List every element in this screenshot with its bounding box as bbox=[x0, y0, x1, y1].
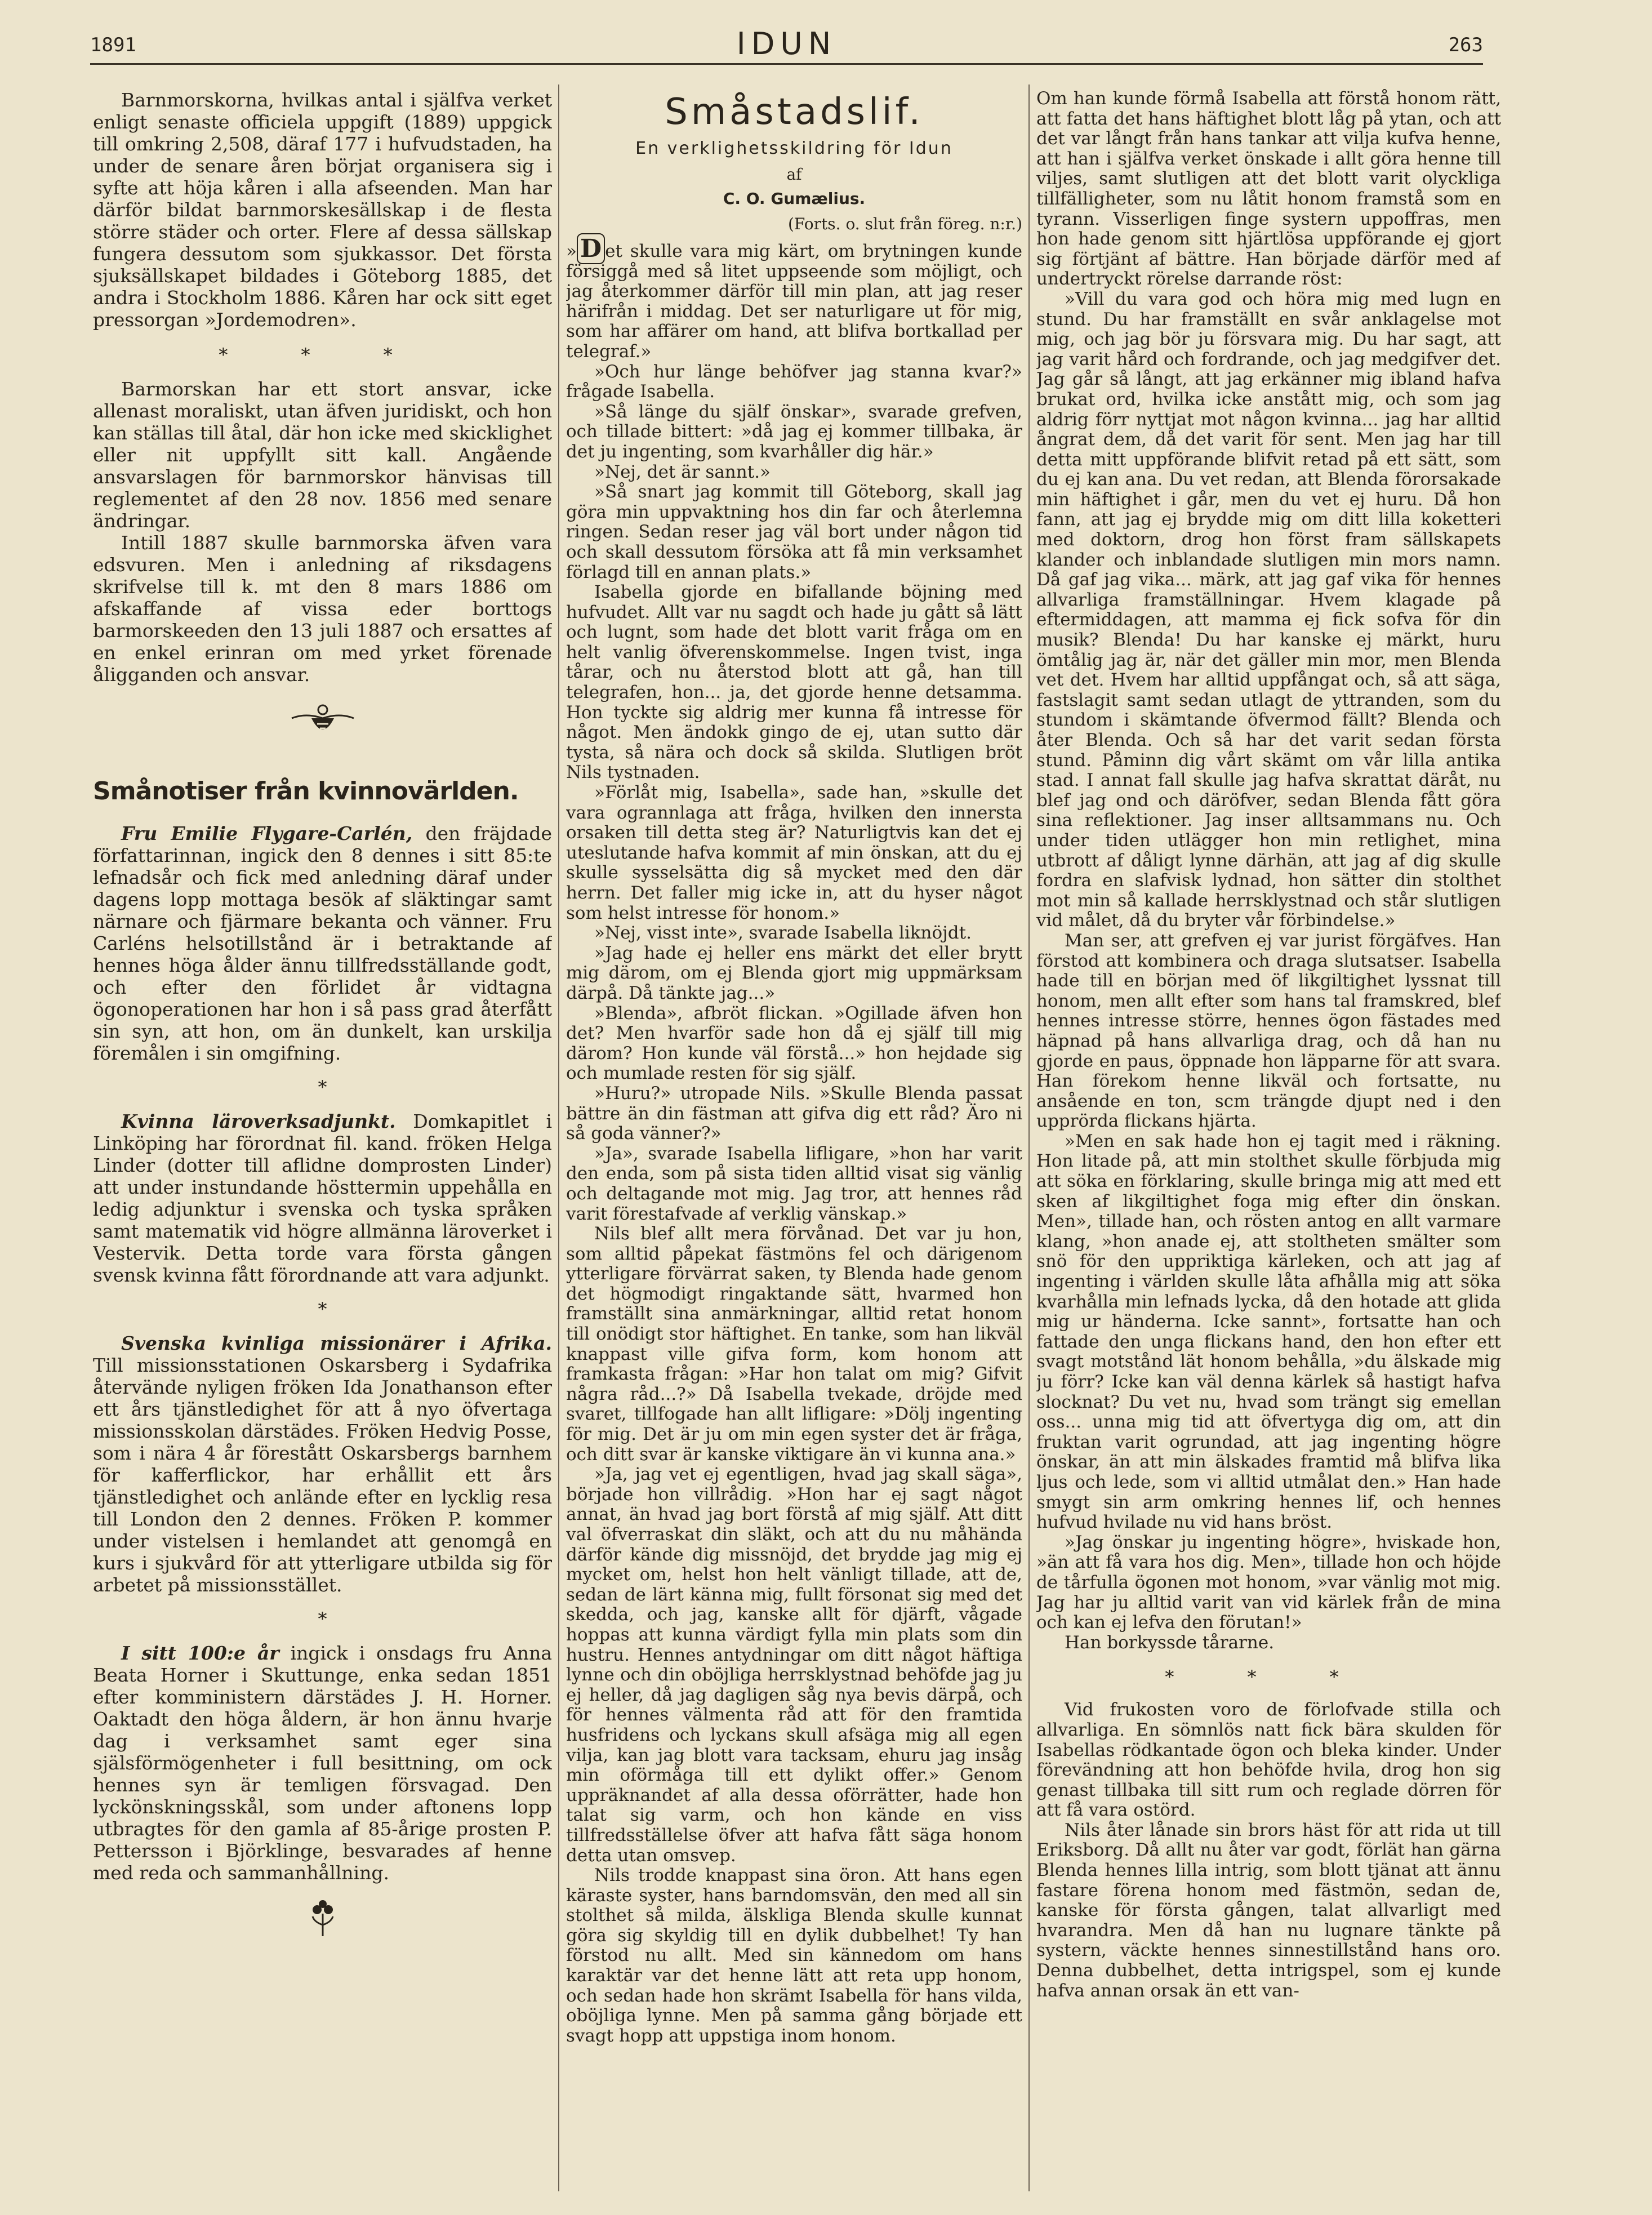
notice-title: Fru Emilie Flygare-Carlén, bbox=[121, 822, 413, 844]
story-paragraph: »Nej, visst inte», svarade Isabella liknöjdt. bbox=[594, 923, 972, 944]
story-paragraph: »Nej, det är sannt.» bbox=[594, 461, 771, 482]
notice-text: ingick i onsdags fru Anna Beata Horner i Skuttunge, enka sedan 1851 efter komministern därstädes J. H. Horner. Oaktadt den höga åldern, är hon ännu hvarje dag i verksamhet samt eger sina själsförmögenheter i full besittning, om ock hennes syn är temligen försvagad. Den lyckönskningsskål, som under aftonens lopp utbragtes för den gamla af 85-årige prosten P. Pettersson i Björklinge, besvarades af henne med reda och sammanhållning. bbox=[93, 1642, 552, 1884]
story-paragraph: Han borkyssde tårarne. bbox=[1065, 1632, 1275, 1653]
story-paragraph: »Och hur länge behöfver jag stanna kvar?» frågade Isabella. bbox=[566, 361, 1022, 402]
column-2 bbox=[566, 89, 1022, 2196]
story-paragraph: Isabella gjorde en bifallande böjning med hufvudet. Allt var nu sagdt och hade ju gått så lätt och lugnt, som hade det blott varit fråga om en helt vanlig öfverenskommelse. Ingen tvist, inga tårar, och nu återstod blott att gå, han till telegrafen, hon... ja, det gjorde henne detsamma. Hon tyckte sig aldrig mer kunna få intresse för något. Men ändokk gingo de ej, utan sutto där tysta, så nära och dock så skilda. Slutligen bröt Nils tystnaden. bbox=[566, 582, 1022, 783]
ornament-flower bbox=[93, 1900, 552, 1941]
story-paragraph: Nils åter lånade sin brors häst för att rida ut till Eriksborg. Då allt nu åter var godt, förlät han gärna Blenda hennes lilla intrig, som blott tjänat att ännu fastare förena honom med fästmön, sedan de, kanske för första gången, talat allvarligt med hvarandra. Men då han nu lugnare tänkte på systern, väckte hennes sinnestillstånd hans oro. Denna dubbelhet, detta intrigspel, som ej kunde hafva annan orsak än ett van- bbox=[1036, 1820, 1501, 2001]
notice-title: Svenska kvinliga missionärer i Afrika. bbox=[121, 1332, 552, 1354]
notice-flygare-carlen bbox=[93, 822, 552, 1064]
story-title: Småstadslif. bbox=[665, 91, 924, 133]
story-paragraph: »Så snart jag kommit till Göteborg, skall jag göra min uppvaktning hos din far och återlemna ringen. Sedan reser jag väl bort under någon tid och skall dessutom försöka att få min verksamhet förlagd till en annan plats.» bbox=[566, 482, 1022, 582]
story-paragraph: »Ja, jag vet ej egentligen, hvad jag skall säga», började hon villrådig. »Hon har ej sagt något annat, än hvad jag bort förstå af mig själf. Att ditt val öfverraskat din släkt, och att du nu måhända därför kände dig missnöjd, det brydde jag mig ej mycket om, helst hon helt vänligt tillade, att de, sedan de lärt känna mig, fullt försonat sig med det skedda, och jag, kanske allt för djärft, vågade hoppas att kunna värdigt fylla min plats som din hustru. Hennes antydningar om ditt något häftiga lynne och din oböjliga herrsklystnad behöfde jag ju ej heller, då jag dagligen såg nya bevis därpå, och för hennes välmenta råd att för den framtida husfridens och lyckans skull afsäga mig all egen vilja, kan jag blott vara tacksam, ehuru jag insåg min oförmåga till ett dylikt offer.» Genom uppräknandet af alla dessa oförrätter, hade hon talat sig varm, och hon kände en viss tillfredsställelse öfver att hafva fått säga honom detta utan omsvep. bbox=[566, 1464, 1022, 1866]
story-by: af bbox=[786, 165, 802, 184]
story-paragraph: »Jag hade ej heller ens märkt det eller brytt mig därom, om ej Blenda gjort mig uppmärksam därpå. Då tänkte jag...» bbox=[566, 942, 1022, 1003]
drop-cap: D bbox=[577, 233, 605, 264]
notice-separator: * bbox=[318, 1298, 327, 1320]
column-3 bbox=[1036, 89, 1501, 2196]
story-paragraph: » D et skulle vara mig kärt, om brytningen kunde försiggå med så litet uppseende som möjligt, och jag återkommer därför till min plan, att jag reser härifrån i middag. Det ser naturligare ut för mig, som har affärer om hand, att blifva bortkallad per telegraf.» bbox=[566, 234, 1022, 362]
midwives-paragraph-1: Barnmorskorna, hvilkas antal i själfva verket enligt senaste officiela uppgift (1889) uppgick till omkring 2,508, däraf 177 i hufvudstaden, ha under de senare åren börjat organisera sig i syfte att höja kåren i alla afseenden. Man har därför bildat barnmorskesällskap i de flesta större städer och orter. Flere af dessa sällskap fungera dessutom som sjukkassor. Det första sjuksällskapet bildades i Göteborg 1885, det andra i Stockholm 1886. Kåren har ock sitt eget pressorgan »Jordemodren». bbox=[93, 89, 552, 331]
story-paragraph: »Förlåt mig, Isabella», sade han, »skulle det vara ogrannlaga att fråga, hvilken den innersta orsaken till detta steg är? Naturligtvis kan det ej uteslutande hafva kommit af min önskan, att du ej skulle sysselsätta dig så mycket med den där herrn. Det faller mig icke in, att du hyser något som helst intresse för honom.» bbox=[566, 782, 1022, 923]
story-paragraph: »Huru?» utropade Nils. »Skulle Blenda passat bättre än din fästman att gifva dig ett råd? Äro ni så goda vänner?» bbox=[566, 1083, 1022, 1144]
story-paragraph: »Ja», svarade Isabella lifligare, »hon har varit den enda, som på sista tiden alltid visat sig vänlig och deltagande mot mig. Jag tror, att hennes råd varit förestafvade af verklig vänskap.» bbox=[566, 1143, 1022, 1224]
section-stars: * * * bbox=[1165, 1666, 1373, 1688]
story-paragraph: Nils blef allt mera förvånad. Det var ju hon, som alltid påpekat fästmöns fel och därigenom ytterligare förvärrat saken, ty Blenda hade genom det högmodigt ringaktande sätt, hvarmed hon framställt sina anmärkningar, alltid retat honom till onödigt stor häftighet. En tanke, som han likväl knappast ville gifva form, kom honom att framkasta frågan: »Har hon talat om mig? Gifvit några råd...?» Då Isabella tvekade, dröjde med svaret, tillfogade han allt lifligare: »Dölj ingenting för mig. Det är ju om min egen syster det är fråga, och ditt svar är kanske viktigare än vi kunna ana.» bbox=[566, 1224, 1022, 1465]
story-text: et skulle vara mig kärt, om brytningen kunde försiggå med så litet uppseende som möjligt, och jag återkommer därför till min plan, att jag reser härifrån i middag. Det ser naturligare ut för mig, som har affärer om hand, att blifva bortkallad per telegraf.» bbox=[566, 241, 1022, 362]
notice-separator: * bbox=[318, 1077, 327, 1098]
story-paragraph: Man ser, att grefven ej var jurist förgäfves. Han förstod att kombinera och draga slutsatser. Isabella hade till en början med öf likgiltighet lyssnat till honom, men allt efter som hans tal framskred, blef hennes intresse större, hennes ögon fästades med häpnad på hans allvarliga drag, och då han nu gjorde en paus, öppnade hon läpparne för att svara. Han förekom henne likväl och fortsatte, nu ansående en ton, scm trängde djupt ned i den upprörda flickans hjärta. bbox=[1036, 930, 1501, 1132]
notices-section-title: Smånotiser från kvinnovärlden. bbox=[93, 777, 519, 806]
story-paragraph: Om han kunde förmå Isabella att förstå honom rätt, att fatta det hans häftighet blott låg på ytan, och att det var långt från hans tankar att vilja kufva henne, att han i själfva verket önskade i allt göra henne till viljes, samt slutligen att det blott varit olyckliga tillfälligheter, som nu låtit honom framstå som en tyrann. Visserligen finge systern uppoffras, men hon hade genom sitt hjärtlösa uppförande ej gjort sig förtjänt af bättre. Han började därför med af undertryckt rörelse darrande röst: bbox=[1036, 89, 1501, 290]
story-subtitle: En verklighetsskildring för Idun bbox=[635, 139, 953, 158]
notice-text: den fräjdade författarinnan, ingick den 8 dennes i sitt 85:te lefnadsår och fick med anledning däraf under dagens lopp mottaga besök af släktingar samt närnare och fjärmare bekanta och vänner. Fru Carléns helsotillstånd är i betraktande af hennes höga ålder ännu tillfredsställande godt, och efter den förlidet år vidtagna ögonoperationen har hon i så pass grad återfått sin syn, att hon, om än dunkelt, kan urskilja föremålen i sin omgifning. bbox=[93, 822, 552, 1064]
column-1 bbox=[93, 89, 552, 2196]
notice-centenarian bbox=[93, 1642, 552, 1884]
notice-title: Kvinna läroverksadjunkt. bbox=[121, 1110, 396, 1132]
story-paragraph: »Så länge du själf önskar», svarade grefven, och tillade bittert: »då jag ej kommer tillbaka, är det ju ingenting, som kvarhåller dig här.» bbox=[566, 401, 1022, 462]
column-rule-1 bbox=[558, 84, 559, 2191]
ornament-vignette bbox=[93, 701, 552, 743]
notice-separator: * bbox=[318, 1608, 327, 1630]
story-paragraph: »Jag önskar ju ingenting högre», hviskade hon, »än att få vara hos dig. Men», tillade hon och höjde de tårfulla ögonen mot honom, »var vänlig mot mig. Jag har ju alltid varit van vid kärlek från de mina och kan ej lefva den förutan!» bbox=[1036, 1532, 1501, 1633]
header-title: IDUN bbox=[736, 26, 837, 61]
story-continuation-note: (Forts. o. slut från föreg. n:r.) bbox=[787, 215, 1022, 233]
page-header bbox=[90, 28, 1483, 63]
story-author: C. O. Gumælius. bbox=[723, 189, 866, 208]
column-rule-2 bbox=[1028, 84, 1030, 2191]
header-page-number: 263 bbox=[1448, 34, 1483, 56]
notice-adjunkt bbox=[93, 1110, 552, 1286]
header-rule bbox=[90, 63, 1483, 65]
story-paragraph: »Blenda», afbröt flickan. »Ogillade äfven hon det? Men hvarför sade hon då ej själf till mig därom? Hon kunde väl förstå...» hon hejdade sig och mumlade resten för sig själf. bbox=[566, 1003, 1022, 1084]
header-year: 1891 bbox=[90, 34, 136, 56]
midwives-paragraph-3: Intill 1887 skulle barnmorska äfven vara edsvuren. Men i anledning af riksdagens skrifvelse till k. mt den 8 mars 1886 om afskaffande af vissa eder borttogs barmorskeeden den 13 juli 1887 och ersattes af en enkel erinran om med yrket förenade åligganden och ansvar. bbox=[93, 532, 552, 686]
story-paragraph: »Vill du vara god och höra mig med lugn en stund. Du har framställt en svår anklagelse mot mig, och jag bör ju försvara mig. Du har sagt, att jag varit hård och fordrande, och jag medgifver det. Jag går så långt, att jag erkänner mig ibland hafva brukat ord, hvilka icke anstått mig, och som jag aldrig förr nyttjat mot någon kvinna... jag har alltid ångrat dem, då det varit för sent. Men jag har till detta mitt uppförande blifvit retad på ett sätt, som du ej kan ana. Du vet redan, att Blenda förorsakade min häftighet i går, men du vet ej huru. Då hon fann, att jag ej brydde mig om ditt lilla koketteri med doktorn, drog hon först fram sällskapets klander och inblandade slutligen min mors namn. Då gaf jag vika... märk, att jag gaf vika för hennes allvarliga framställningar. Hvem klagade på eftermiddagen, att mamma ej fick sofva för din musik? Blenda! Du har kanske ej märkt, huru ömtålig jag är, när det gäller min mor, men Blenda vet det. Hvem har alltid uppfångat och, så att säga, fastslagit samt sedan utlagt de yttranden, som du stundom i skämtande öfvermod fällt? Blenda och åter Blenda. Och så har det varit sedan första stund. Påminn dig vårt skämt om vår lilla antika stad. I annat fall skulle jag hafva skrattat däråt, nu blef jag ond och däröfver, sedan Blenda fått göra sina reflektioner. Jag inser alltsammans nu. Och under tiden utlägger hon min retlighet, mina utbrott af dåligt lynne därhän, att jag af dig skulle fordra en slafvisk lydnad, hon sätter din stolthet mot min så kallade herrsklystnad och står slutligen vid målet, då du bryter vår förbindelse.» bbox=[1036, 288, 1501, 931]
notice-text: Domkapitlet i Linköping har förordnat fil. kand. fröken Helga Linder (dotter till aflidne domprosten Linder) att under instundande hösttermin uppehålla en ledig adjunktur i svenska och tyska språken samt matematik vid högre allmänna läroverket i Vestervik. Detta torde vara första gången svensk kvinna fått förordnande att vara adjunkt. bbox=[93, 1110, 552, 1286]
section-stars: * * * bbox=[219, 344, 426, 366]
story-paragraph: Vid frukosten voro de förlofvade stilla och allvarliga. En sömnlös natt fick bära skulden för Isabellas rödkantade ögon och bleka kinder. Under förevändning att hon behöfde hvila, drog hon sig genast tillbaka till sitt rum och reglade dörren för att få vara ostörd. bbox=[1036, 1700, 1501, 1821]
midwives-paragraph-2: Barmorskan har ett stort ansvar, icke allenast moraliskt, utan äfven juridiskt, och hon kan ställas till åtal, där hon icke med skicklighet eller nit uppfyllt sitt kall. Angående ansvarslagen för barnmorskor hänvisas till reglementet af den 28 nov. 1856 med senare ändringar. bbox=[93, 378, 552, 532]
story-paragraph: »Men en sak hade hon ej tagit med i räkning. Hon litade på, att min stolthet skulle förbjuda mig att söka en förklaring, skulle bringa mig att med ett sken af likgiltighet foga mig efter din önskan. Men», tillade han, och rösten antog en allt varmare klang, »hon anade ej, att stoltheten smälter som snö för den uppriktiga kärleken, och att jag af ingenting i världen skulle låta afhålla mig att söka kvarhålla min lefnads lycka, då den hotade att glida mig ur händerna. Icke sannt», fortsatte han och fattade den unga flickans hand, den hon efter ett svagt motstånd lät honom behålla, »du älskade mig ju förr? Icke kan väl denna kärlek så hastigt hafva slocknat? Du vet nu, hvad som trängt sig emellan oss... unna mig tid att öfvertyga dig om, att din fruktan varit ogrundad, att jag ingenting högre önskar, än att min älskades framtid må blifva lika ljus och lede, som vi alltid utmålat den.» Han hade smygt sin arm omkring hennes lif, och hennes hufvud hvilade nu vid hans bröst. bbox=[1036, 1131, 1501, 1533]
notice-missionaries bbox=[93, 1332, 552, 1596]
notice-title: I sitt 100:e år bbox=[121, 1642, 279, 1664]
story-paragraph: Nils trodde knappast sina öron. Att hans egen käraste syster, hans barndomsvän, den med all sin stolthet så milda, älskliga Blenda skulle kunnat göra sig skyldig till en dylik dubbelhet! Ty han förstod nu allt. Med sin kännedom om hans karaktär var det henne lätt att reta upp honom, och sedan hade hon skrämt Isabella för hans vilda, oböjliga lynne. Men på samma gång började ett svagt hopp att uppstiga inom honom. bbox=[566, 1865, 1022, 2046]
notice-text: Till missionsstationen Oskarsberg i Sydafrika återvände nyligen fröken Ida Jonathanson efter ett års tjänstledighet för att å nyo öfvertaga missionsskolan därstädes. Fröken Hedvig Posse, som i nära 4 år förestått Oskarsbergs barnhem för kafferflickor, har erhållit ett års tjänstledighet och anlände efter en lycklig resa till London den 2 dennes. Fröken P. kommer under vistelsen i hemlandet att genomgå en kurs i sjukvård för att ytterligare utbilda sig för arbetet på missionsstället. bbox=[93, 1354, 552, 1596]
